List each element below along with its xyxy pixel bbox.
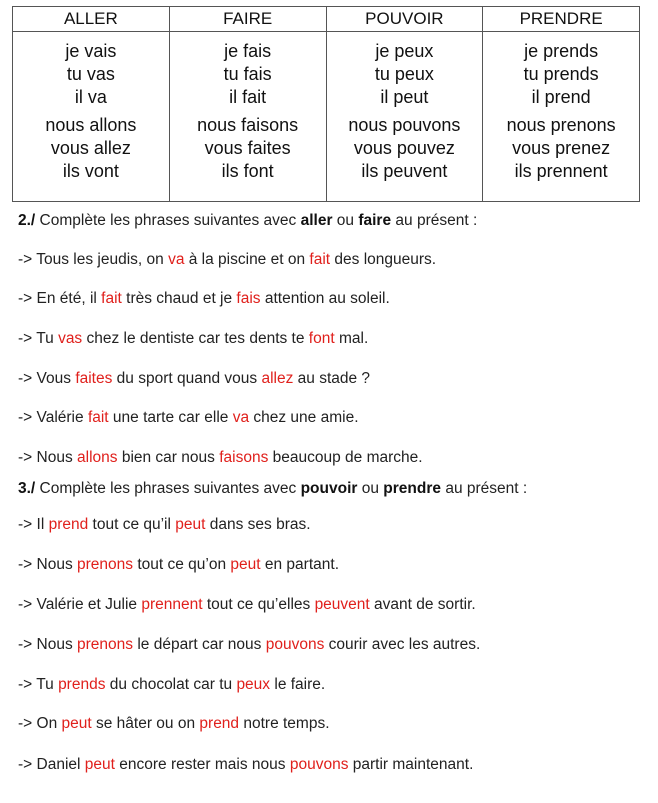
- sentence-text: -> Tous les jeudis, on: [18, 251, 169, 268]
- answer-word: vas: [58, 330, 83, 347]
- sentence-text: -> Valérie et Julie: [18, 596, 142, 613]
- sentence-text: mal.: [334, 330, 369, 347]
- sentence-text: bien car nous: [117, 449, 220, 466]
- conjugation-form: vous allez: [50, 138, 131, 158]
- verb-keyword: aller: [300, 212, 333, 229]
- sentence-text: dans ses bras.: [205, 516, 311, 533]
- sentence-text: -> Nous: [18, 556, 78, 573]
- conjugation-form: tu vas: [66, 64, 115, 84]
- answer-word: peuvent: [314, 596, 370, 613]
- sentence-text: -> Nous: [18, 636, 78, 653]
- sentence-text: tout ce qu’il: [88, 516, 176, 533]
- sentence-text: avant de sortir.: [369, 596, 476, 613]
- sentence-text: -> Vous: [18, 370, 76, 387]
- answer-word: pouvons: [265, 636, 325, 653]
- exercise-2-sentence-5: [18, 409, 359, 427]
- verb-keyword: prendre: [383, 480, 442, 497]
- header-prendre: PRENDRE: [483, 7, 640, 32]
- conjugation-form: je fais: [224, 41, 272, 61]
- exercise-3-title: [18, 480, 527, 498]
- sentence-text: tout ce qu’elles: [202, 596, 315, 613]
- answer-word: prenons: [77, 636, 134, 653]
- column-faire: [169, 32, 326, 202]
- answer-word: fais: [236, 290, 261, 307]
- exercise-3-sentence-5: [18, 676, 325, 694]
- sentence-text: partir maintenant.: [348, 756, 474, 773]
- answer-word: peut: [175, 516, 206, 533]
- sentence-text: -> Tu: [18, 330, 59, 347]
- answer-word: font: [308, 330, 335, 347]
- conjugation-form: ils peuvent: [361, 161, 448, 181]
- header-pouvoir: POUVOIR: [326, 7, 483, 32]
- sentence-text: à la piscine et on: [184, 251, 310, 268]
- conjugation-form: nous prenons: [506, 115, 616, 135]
- column-pouvoir: [326, 32, 483, 202]
- sentence-text: le départ car nous: [133, 636, 266, 653]
- answer-word: pouvons: [289, 756, 349, 773]
- conjugation-form: tu prends: [523, 64, 599, 84]
- answer-word: prenons: [77, 556, 134, 573]
- sentence-text: du chocolat car tu: [105, 676, 237, 693]
- header-faire: FAIRE: [169, 7, 326, 32]
- singular-forms: [170, 40, 326, 109]
- conjugation-form: nous pouvons: [348, 115, 461, 135]
- exercise-number: 2./: [18, 212, 36, 229]
- exercise-2-title: [18, 212, 477, 230]
- verb-keyword: faire: [358, 212, 392, 229]
- exercise-3-sentence-4: [18, 636, 480, 654]
- sentence-text: -> En été, il: [18, 290, 102, 307]
- conjugation-form: nous faisons: [197, 115, 299, 135]
- conjugation-form: vous faites: [204, 138, 291, 158]
- answer-word: prennent: [141, 596, 203, 613]
- answer-word: peut: [61, 715, 92, 732]
- conjugation-form: il peut: [380, 87, 429, 107]
- sentence-text: très chaud et je: [121, 290, 237, 307]
- answer-word: faites: [75, 370, 113, 387]
- title-text: ou: [332, 212, 359, 229]
- conjugation-form: vous pouvez: [353, 138, 455, 158]
- conjugation-form: nous allons: [45, 115, 137, 135]
- table-body-row: [13, 32, 640, 202]
- sentence-text: attention au soleil.: [260, 290, 390, 307]
- sentence-text: se hâter ou on: [91, 715, 200, 732]
- exercise-3-sentence-6: [18, 715, 330, 733]
- conjugation-form: tu peux: [374, 64, 434, 84]
- answer-word: fait: [101, 290, 122, 307]
- sentence-text: -> Nous: [18, 449, 78, 466]
- sentence-text: en partant.: [260, 556, 339, 573]
- answer-word: fait: [309, 251, 331, 268]
- column-aller: [13, 32, 170, 202]
- conjugation-form: ils prennent: [514, 161, 608, 181]
- sentence-text: beaucoup de marche.: [268, 449, 423, 466]
- title-text: au présent :: [441, 480, 528, 497]
- answer-word: allez: [261, 370, 294, 387]
- exercise-2-sentence-1: [18, 251, 436, 269]
- conjugation-form: il fait: [229, 87, 267, 107]
- sentence-text: le faire.: [270, 676, 326, 693]
- column-prendre: [483, 32, 640, 202]
- answer-word: allons: [77, 449, 118, 466]
- answer-word: prends: [58, 676, 106, 693]
- answer-word: peut: [230, 556, 261, 573]
- exercise-2-sentence-6: [18, 449, 423, 467]
- sentence-text: notre temps.: [239, 715, 330, 732]
- sentence-text: -> Daniel: [18, 756, 85, 773]
- exercise-3-sentence-3: [18, 596, 476, 614]
- title-text: Complète les phrases suivantes avec: [35, 212, 301, 229]
- sentence-text: encore rester mais nous: [114, 756, 290, 773]
- singular-forms: [13, 40, 169, 109]
- sentence-text: une tarte car elle: [108, 409, 233, 426]
- plural-forms: [13, 114, 169, 183]
- exercise-3-sentence-7: [18, 756, 473, 774]
- answer-word: va: [232, 409, 250, 426]
- exercise-2-sentence-2: [18, 290, 390, 308]
- sentence-text: tout ce qu’on: [133, 556, 231, 573]
- exercise-2-sentence-3: [18, 330, 368, 348]
- sentence-text: au stade ?: [293, 370, 371, 387]
- answer-word: va: [168, 251, 185, 268]
- sentence-text: chez une amie.: [249, 409, 359, 426]
- sentence-text: -> Valérie: [18, 409, 88, 426]
- sentence-text: -> Tu: [18, 676, 59, 693]
- conjugation-form: tu fais: [223, 64, 272, 84]
- answer-word: faisons: [219, 449, 269, 466]
- answer-word: peut: [84, 756, 115, 773]
- verb-keyword: pouvoir: [300, 480, 358, 497]
- exercise-number: 3./: [18, 480, 36, 497]
- conjugation-form: il prend: [531, 87, 591, 107]
- title-text: Complète les phrases suivantes avec: [35, 480, 301, 497]
- sentence-text: -> Il: [18, 516, 49, 533]
- header-aller: ALLER: [13, 7, 170, 32]
- singular-forms: [327, 40, 483, 109]
- conjugation-form: il va: [74, 87, 107, 107]
- answer-word: peux: [236, 676, 271, 693]
- conjugation-form: ils font: [221, 161, 274, 181]
- conjugation-table: [12, 6, 640, 202]
- answer-word: prend: [199, 715, 240, 732]
- sentence-text: courir avec les autres.: [324, 636, 481, 653]
- conjugation-form: je peux: [375, 41, 434, 61]
- exercise-3-sentence-1: [18, 516, 311, 534]
- singular-forms: [483, 40, 639, 109]
- table-header-row: [13, 7, 640, 32]
- answer-word: fait: [87, 409, 109, 426]
- plural-forms: [327, 114, 483, 183]
- sentence-text: chez le dentiste car tes dents te: [82, 330, 309, 347]
- exercise-2-sentence-4: [18, 370, 370, 388]
- answer-word: prend: [48, 516, 89, 533]
- conjugation-form: je prends: [524, 41, 599, 61]
- sentence-text: -> On: [18, 715, 62, 732]
- conjugation-form: je vais: [65, 41, 117, 61]
- exercise-3-sentence-2: [18, 556, 339, 574]
- plural-forms: [170, 114, 326, 183]
- plural-forms: [483, 114, 639, 183]
- title-text: ou: [357, 480, 384, 497]
- sentence-text: des longueurs.: [330, 251, 437, 268]
- conjugation-form: vous prenez: [512, 138, 611, 158]
- conjugation-form: ils vont: [62, 161, 119, 181]
- sentence-text: du sport quand vous: [112, 370, 262, 387]
- title-text: au présent :: [391, 212, 478, 229]
